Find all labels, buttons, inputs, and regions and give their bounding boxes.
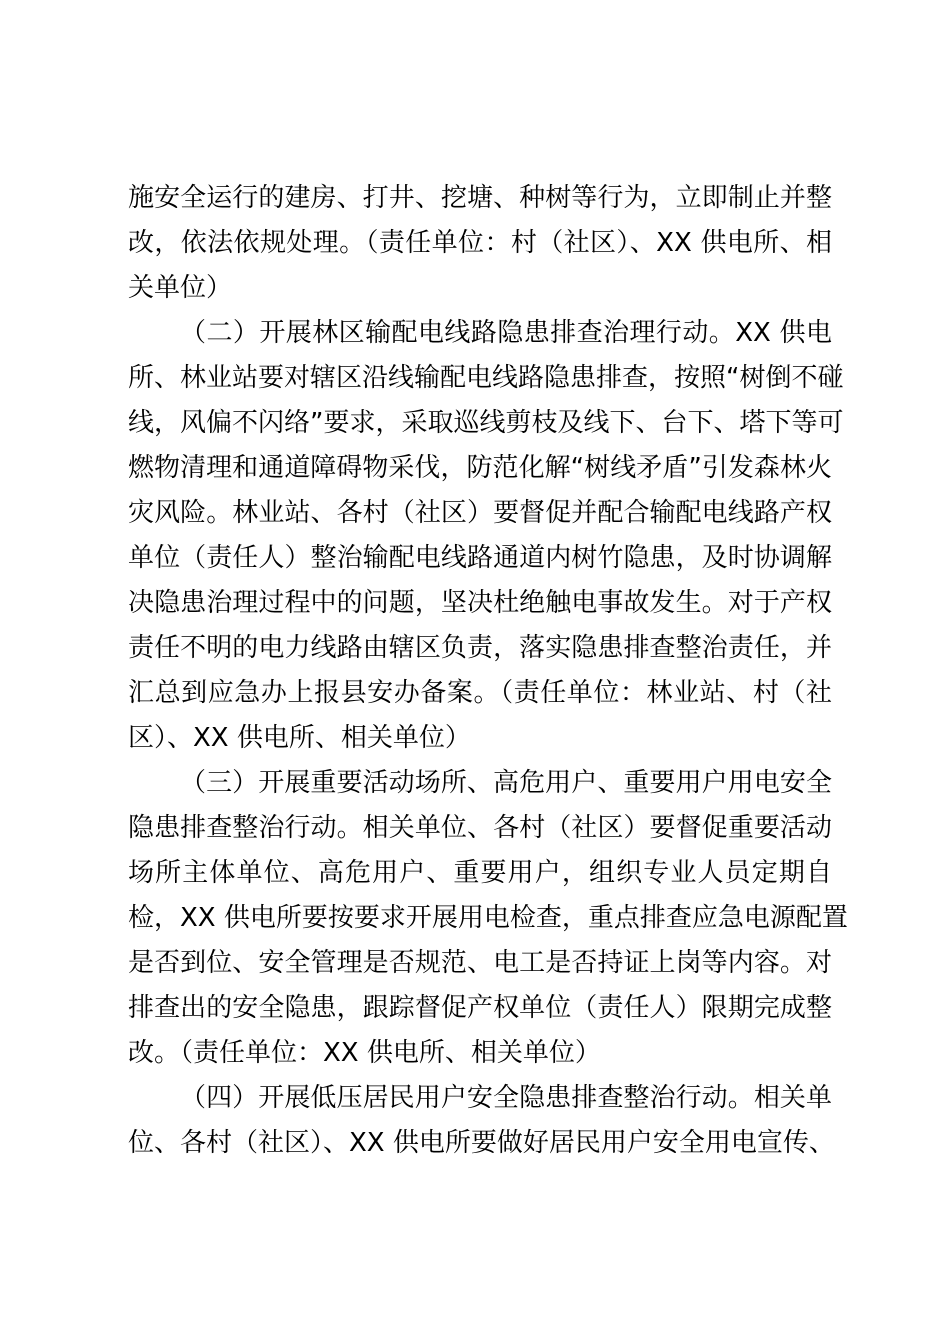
text-line: 关单位） <box>128 273 233 303</box>
text-line: 单位（责任人）整治输配电线路通道内树竹隐患，及时协调解 <box>128 543 832 573</box>
text-line: 灾风险。林业站、各村（社区）要督促并配合输配电线路产权 <box>128 498 832 528</box>
text-line: 位、各村（社区）、XX 供电所要做好居民用户安全用电宣传、 <box>128 1128 835 1158</box>
text-line: 施安全运行的建房、打井、挖塘、种树等行为，立即制止并整 <box>128 183 832 213</box>
text-line: 检，XX 供电所要按要求开展用电检查，重点排查应急电源配置 <box>128 903 848 933</box>
text-line: 区）、XX 供电所、相关单位） <box>128 723 471 753</box>
text-line: 线，风偏不闪络”要求，采取巡线剪枝及线下、台下、塔下等可 <box>128 408 844 438</box>
document-body <box>128 176 848 1166</box>
text-line: 是否到位、安全管理是否规范、电工是否持证上岗等内容。对 <box>128 948 832 978</box>
text-line: 改，依法依规处理。（责任单位：村（社区）、XX 供电所、相 <box>128 228 832 258</box>
text-line: 燃物清理和通道障碍物采伐，防范化解“树线矛盾”引发森林火 <box>128 453 832 483</box>
text-line: 责任不明的电力线路由辖区负责，落实隐患排查整治责任，并 <box>128 633 832 663</box>
text-line: 所、林业站要对辖区沿线输配电线路隐患排查，按照“树倒不碰 <box>128 363 844 393</box>
section-heading-line: （二）开展林区输配电线路隐患排查治理行动。XX 供电 <box>180 318 832 348</box>
text-line: 排查出的安全隐患，跟踪督促产权单位（责任人）限期完成整 <box>128 993 832 1023</box>
text-line: 决隐患治理过程中的问题，坚决杜绝触电事故发生。对于产权 <box>128 588 832 618</box>
section-heading-line: （三）开展重要活动场所、高危用户、重要用户用电安全 <box>180 768 832 798</box>
text-line: 场所主体单位、高危用户、重要用户，组织专业人员定期自 <box>128 858 832 888</box>
text-line: 改。（责任单位：XX 供电所、相关单位） <box>128 1038 601 1068</box>
section-heading-line: （四）开展低压居民用户安全隐患排查整治行动。相关单 <box>180 1083 832 1113</box>
text-line: 隐患排查整治行动。相关单位、各村（社区）要督促重要活动 <box>128 813 832 843</box>
text-line: 汇总到应急办上报县安办备案。（责任单位：林业站、村（社 <box>128 678 832 708</box>
